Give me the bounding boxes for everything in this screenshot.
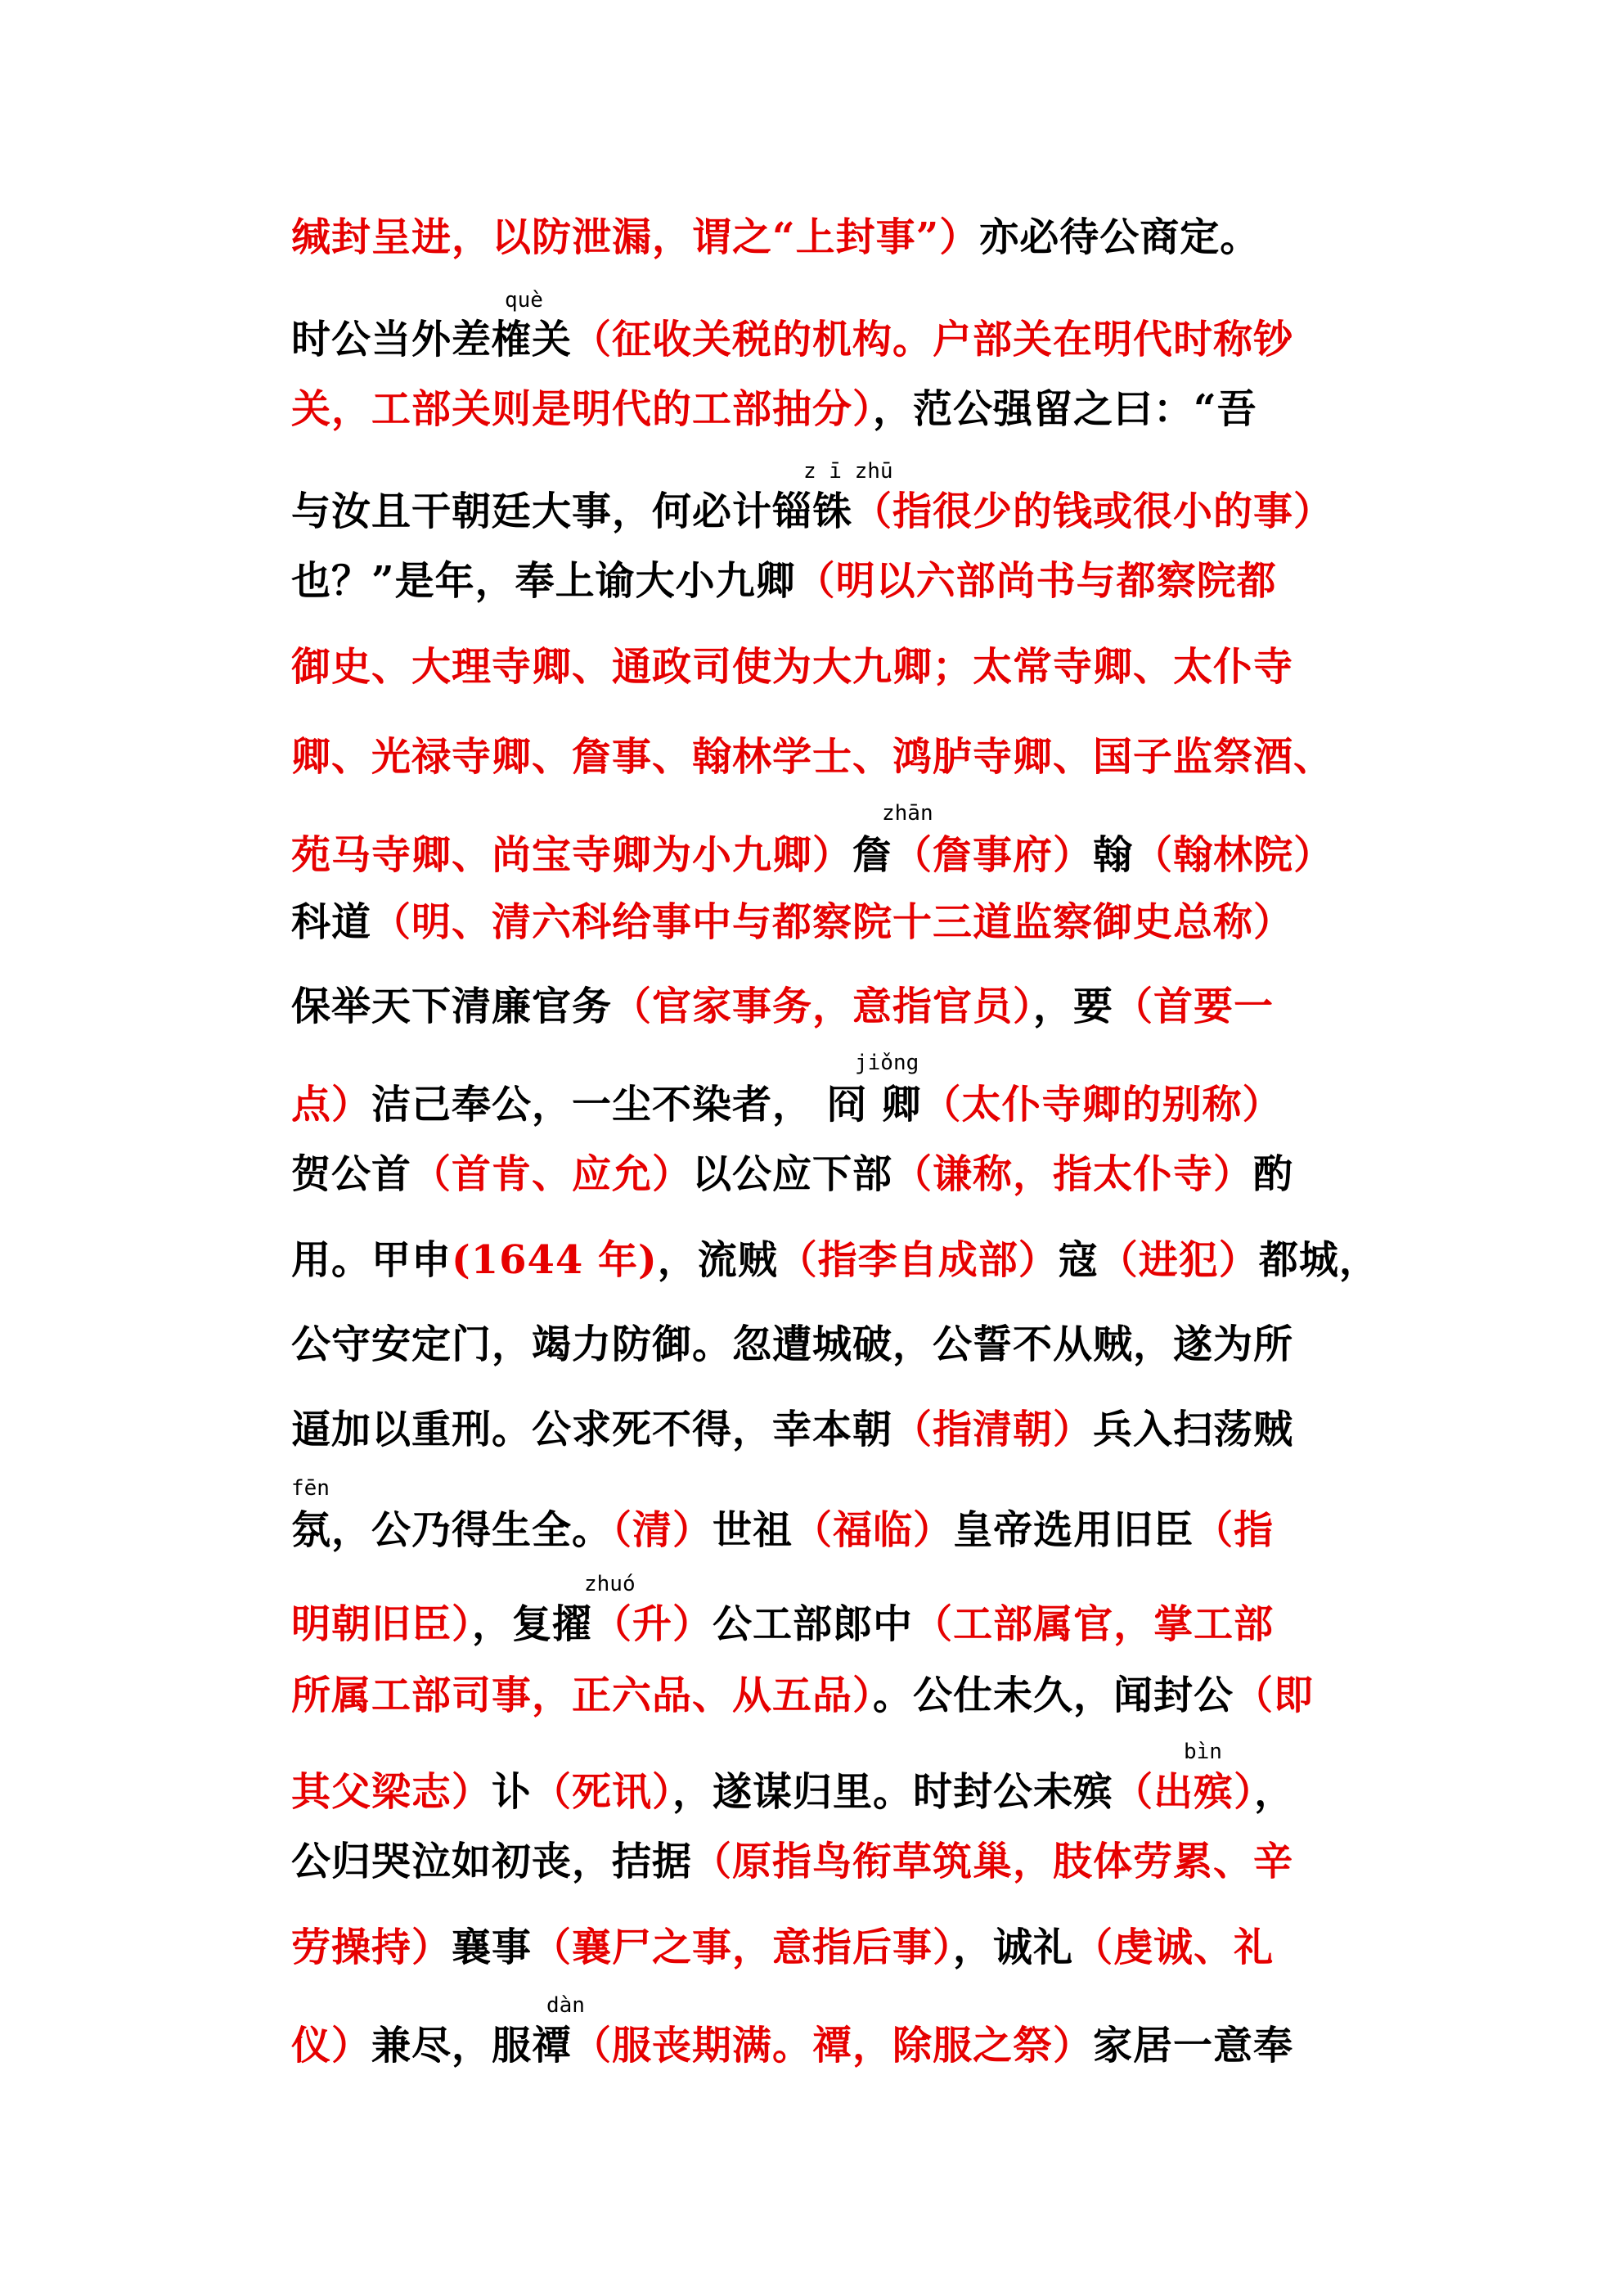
body-text: ，复擢 xyxy=(472,1601,593,1647)
annotation-text: （太仆寺卿的别称） xyxy=(921,1082,1283,1128)
annotation-text: （官家事务，意指官员） xyxy=(612,984,1034,1029)
annotation-text: （进犯） xyxy=(1098,1237,1259,1283)
text-line xyxy=(291,1833,1387,1890)
text-line xyxy=(291,1231,1387,1289)
body-text: 家居一意奉 xyxy=(1093,2023,1294,2069)
body-text: 都城， xyxy=(1258,1237,1379,1283)
body-text: 氛，公乃得生全。 xyxy=(291,1507,613,1553)
annotation-text: （襄尸之事，意指后事） xyxy=(532,1925,954,1970)
body-text: 。公仕未久，闻封公 xyxy=(873,1672,1234,1718)
annotation-text: （指清朝） xyxy=(892,1407,1094,1452)
text-line xyxy=(291,2017,1387,2074)
annotation-text: （服丧期满。禫，除服之祭） xyxy=(572,2023,1094,2069)
text-line xyxy=(291,1763,1387,1821)
annotation-text: 所属工部司事，正六品、从五品） xyxy=(291,1672,874,1718)
annotation-text: （原指鸟衔草筑巢，肢体劳累、辛 xyxy=(692,1839,1294,1884)
annotation-text: （福临） xyxy=(793,1507,954,1553)
pinyin-annotation: z ī zhū xyxy=(803,459,893,484)
text-line xyxy=(291,1316,1387,1373)
pinyin-annotation: jiǒng xyxy=(855,1051,919,1075)
body-text: 翰 xyxy=(1093,832,1134,878)
annotation-text: 苑马寺卿、尚宝寺卿为小九卿） xyxy=(291,832,853,878)
annotation-text: （出殡） xyxy=(1113,1769,1255,1815)
annotation-text: 关，工部关则是明代的工部抽分） xyxy=(291,386,874,432)
body-text: 科道 xyxy=(291,899,372,945)
pinyin-annotation: què xyxy=(505,288,543,313)
body-text: 公工部郎中 xyxy=(713,1601,914,1647)
text-line xyxy=(291,483,1387,540)
annotation-text: （明、清六科给事中与都察院十三道监察御史总称） xyxy=(371,899,1294,945)
text-line xyxy=(291,894,1387,951)
body-text: 兼尽，服禫 xyxy=(371,2023,573,2069)
pinyin-annotation: bìn xyxy=(1184,1740,1222,1764)
text-line xyxy=(291,1076,1387,1133)
annotation-text: （明以六部尚书与都察院都 xyxy=(795,558,1277,604)
body-text: 贺公首 xyxy=(291,1151,412,1197)
body-text: 公归哭泣如初丧，拮据 xyxy=(291,1839,693,1884)
body-text: ， xyxy=(1254,1769,1295,1815)
annotation-text: （指李自成部） xyxy=(777,1237,1059,1283)
annotation-text: （首要一 xyxy=(1113,984,1275,1029)
body-text: ，要 xyxy=(1033,984,1114,1029)
body-text: 寇 xyxy=(1058,1237,1099,1283)
body-text: 公守安定门，竭力防御。忽遭城破，公誓不从贼，遂为所 xyxy=(291,1321,1294,1367)
body-text: 襄事 xyxy=(452,1925,533,1970)
body-text: 时公当外差榷关 xyxy=(291,317,573,362)
annotation-text: （即 xyxy=(1234,1672,1315,1718)
body-text: 詹 xyxy=(852,832,893,878)
annotation-text: （首肯、应允） xyxy=(411,1151,693,1197)
annotation-text: 点） xyxy=(291,1082,372,1128)
body-text: 皇帝选用旧臣 xyxy=(953,1507,1194,1553)
body-text: 也？”是年，奉上谕大小九卿 xyxy=(291,558,796,604)
text-line xyxy=(291,552,1387,610)
annotation-text: （征收关税的机构。户部关在明代时称钞 xyxy=(572,317,1294,362)
body-text: 保举天下清廉官务 xyxy=(291,984,613,1029)
annotation-text: 仪） xyxy=(291,2023,372,2069)
body-text: 洁己奉公，一尘不染者， xyxy=(371,1082,813,1128)
pinyin-annotation: zhuó xyxy=(584,1572,636,1596)
annotation-text: （指很少的钱或很小的事） xyxy=(852,488,1334,534)
annotation-text: 卿、光禄寺卿、詹事、翰林学士、鸿胪寺卿、国子监祭酒、 xyxy=(291,734,1334,780)
body-text: 讣 xyxy=(492,1769,533,1815)
annotation-text: 缄封呈进，以防泄漏，谓之“上封事”） xyxy=(291,214,980,260)
pinyin-annotation: dàn xyxy=(546,1993,585,2018)
annotation-text: （翰林院） xyxy=(1133,832,1334,878)
annotation-text: （指 xyxy=(1194,1507,1275,1553)
annotation-text: 明朝旧臣） xyxy=(291,1601,473,1647)
text-line xyxy=(291,1596,1387,1653)
body-text: 酌 xyxy=(1253,1151,1294,1197)
annotation-text: （升） xyxy=(592,1601,713,1647)
body-text: 用。甲申 xyxy=(291,1237,452,1283)
body-text: 逼加以重刑。公求死不得，幸本朝 xyxy=(291,1407,893,1452)
body-text: 亦必待公商定。 xyxy=(979,214,1261,260)
text-line xyxy=(291,1146,1387,1203)
text-line xyxy=(291,1401,1387,1458)
annotation-text: （死讯） xyxy=(532,1769,673,1815)
annotation-text: 其父梁志） xyxy=(291,1769,492,1815)
text-line xyxy=(291,1501,1387,1559)
annotation-text: （清） xyxy=(612,1507,713,1553)
annotation-text: （虔诚、礼 xyxy=(1073,1925,1275,1970)
body-text: 兵入扫荡贼 xyxy=(1093,1407,1294,1452)
body-text: ，范公强留之曰：“吾 xyxy=(873,386,1257,432)
annotation-text: （工部属官，掌工部 xyxy=(913,1601,1275,1647)
text-line xyxy=(291,209,1387,266)
pinyin-annotation: fēn xyxy=(291,1476,330,1501)
body-text: 与汝且干朝廷大事，何必计锱铢 xyxy=(291,488,853,534)
body-text: ，遂谋归里。时封公未殡 xyxy=(672,1769,1114,1815)
annotation-text: 御史、大理寺卿、通政司使为大九卿；太常寺卿、太仆寺 xyxy=(291,644,1294,690)
body-text: ，诚礼 xyxy=(953,1925,1074,1970)
body-text: 世祖 xyxy=(713,1507,794,1553)
body-text: ，流贼 xyxy=(657,1237,778,1283)
text-line xyxy=(291,826,1387,884)
text-line xyxy=(291,728,1387,786)
body-text: 以公应下部 xyxy=(692,1151,893,1197)
pinyin-annotation: zhān xyxy=(882,801,933,826)
annotation-text: （詹事府） xyxy=(892,832,1094,878)
text-line xyxy=(291,1919,1387,1976)
annotation-text: （谦称，指太仆寺） xyxy=(892,1151,1254,1197)
body-text: 冏 卿 xyxy=(812,1082,922,1128)
annotation-text: 劳操持） xyxy=(291,1925,452,1970)
text-line xyxy=(291,638,1387,696)
text-line xyxy=(291,978,1387,1035)
text-line xyxy=(291,311,1387,368)
annotation-text: (1644 年) xyxy=(452,1237,658,1283)
text-line xyxy=(291,380,1387,438)
text-line xyxy=(291,1667,1387,1724)
